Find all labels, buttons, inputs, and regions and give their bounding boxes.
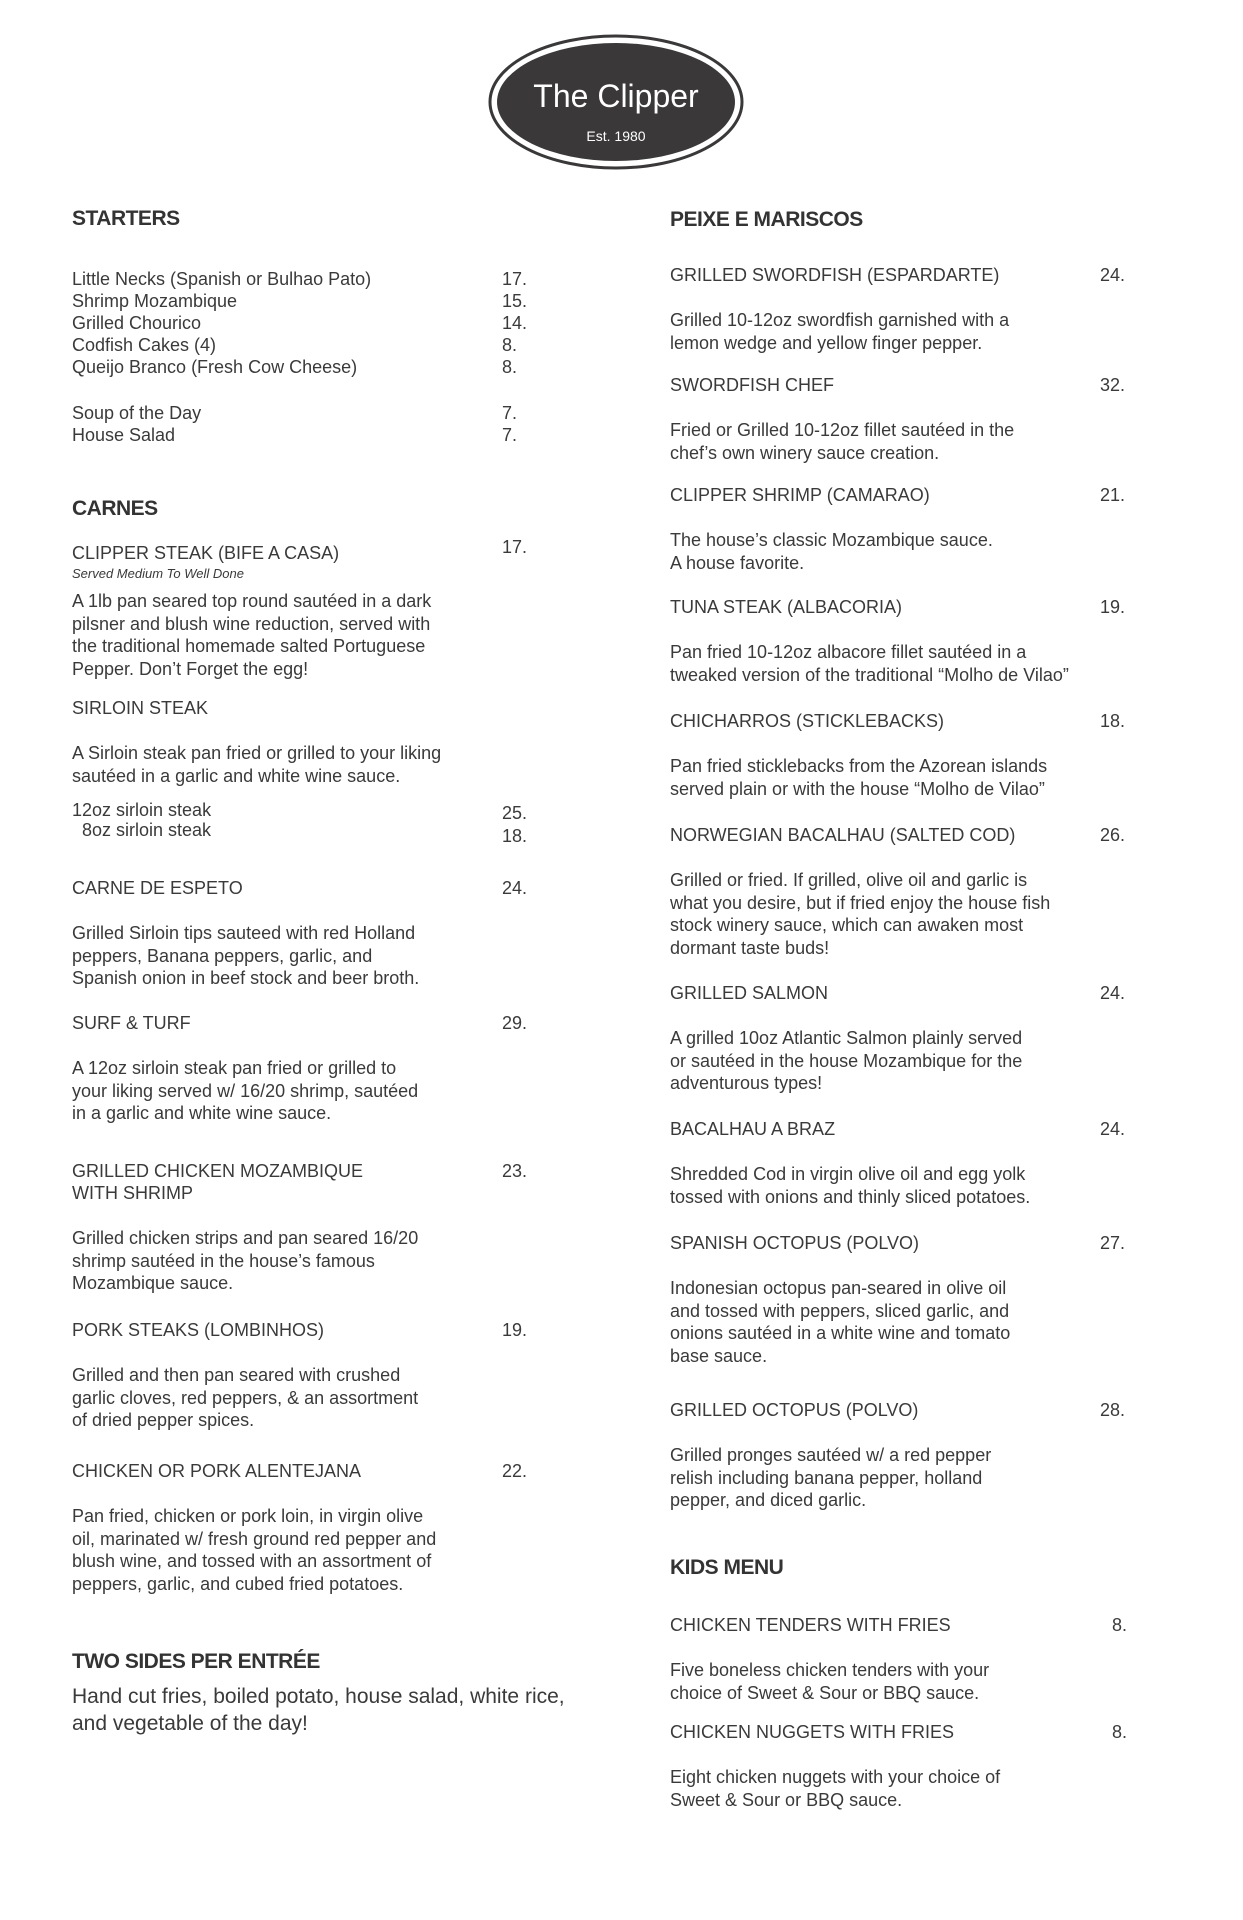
menu-item-description: A 12oz sirloin steak pan fried or grilled to your liking served w/ 16/20 shrimp, sautéed in a garlic and white wine sauce. (72, 1058, 419, 1123)
menu-item-description: A grilled 10oz Atlantic Salmon plainly served or sautéed in the house Mozambique for the adventurous types! (670, 1028, 1023, 1093)
logo-name: The Clipper (533, 78, 699, 114)
menu-item-description: Grilled or fried. If grilled, olive oil and garlic is what you desire, but if fried enjoy the house fish stock winery sauce, which can awaken most dormant taste buds! (670, 870, 1051, 958)
menu-item-description: Shredded Cod in virgin olive oil and egg yolk tossed with onions and thinly sliced potatoes. (670, 1164, 1031, 1207)
menu-item-description: Grilled Sirloin tips sauteed with red Holland peppers, Banana peppers, garlic, and Spanish onion in beef stock and beer broth. (72, 923, 420, 988)
peixe-title: PEIXE E MARISCOS (670, 208, 863, 231)
kids-menu-title: KIDS MENU (670, 1556, 784, 1579)
menu-item-description: Grilled 10-12oz swordfish garnished with a lemon wedge and yellow finger pepper. (670, 310, 1010, 353)
menu-item-description: Pan fried, chicken or pork loin, in virgin olive oil, marinated w/ fresh ground red pepper and blush wine, and tossed with an assortment of peppers, garlic, and cubed fried potatoes. (72, 1506, 437, 1594)
starters-title: STARTERS (72, 207, 180, 230)
menu-item-description: A 1lb pan seared top round sautéed in a dark pilsner and blush wine reduction, served with the traditional homemade salted Portuguese Pepper. Don’t Forget the egg! (72, 591, 432, 679)
sides-title: TWO SIDES PER ENTRÉE (72, 1650, 320, 1673)
menu-item-description: A Sirloin steak pan fried or grilled to your liking sautéed in a garlic and white wine sauce. (72, 743, 442, 786)
menu-item-description: Five boneless chicken tenders with your choice of Sweet & Sour or BBQ sauce. (670, 1660, 990, 1703)
menu-item-description: Grilled pronges sautéed w/ a red pepper relish including banana pepper, holland pepper, and diced garlic. (670, 1445, 992, 1510)
menu-item-description: Pan fried sticklebacks from the Azorean islands served plain or with the house “Molho de Vilao” (670, 756, 1048, 799)
menu-item-description: Grilled chicken strips and pan seared 16/20 shrimp sautéed in the house’s famous Mozambique sauce. (72, 1228, 419, 1293)
carnes-title: CARNES (72, 497, 158, 520)
menu-item-description: Fried or Grilled 10-12oz fillet sautéed in the chef’s own winery sauce creation. (670, 420, 1015, 463)
menu-item-description: Pan fried 10-12oz albacore fillet sautéed in a tweaked version of the traditional “Molho de Vilao” (670, 642, 1069, 685)
menu-item-description: Indonesian octopus pan-seared in olive oil and tossed with peppers, sliced garlic, and onions sautéed in a white wine and tomato base sauce. (670, 1278, 1011, 1366)
sides-description: Hand cut fries, boiled potato, house salad, white rice, and vegetable of the day! (72, 1685, 565, 1735)
menu-item-description: Eight chicken nuggets with your choice of Sweet & Sour or BBQ sauce. (670, 1767, 1001, 1810)
menu-item-note: Served Medium To Well Done (72, 566, 244, 581)
the-clipper-logo (487, 33, 745, 171)
logo-established: Est. 1980 (586, 128, 646, 144)
menu-item-description: Grilled and then pan seared with crushed garlic cloves, red peppers, & an assortment of dried pepper spices. (72, 1365, 419, 1430)
menu-item-description: The house’s classic Mozambique sauce. A house favorite. (670, 530, 993, 573)
